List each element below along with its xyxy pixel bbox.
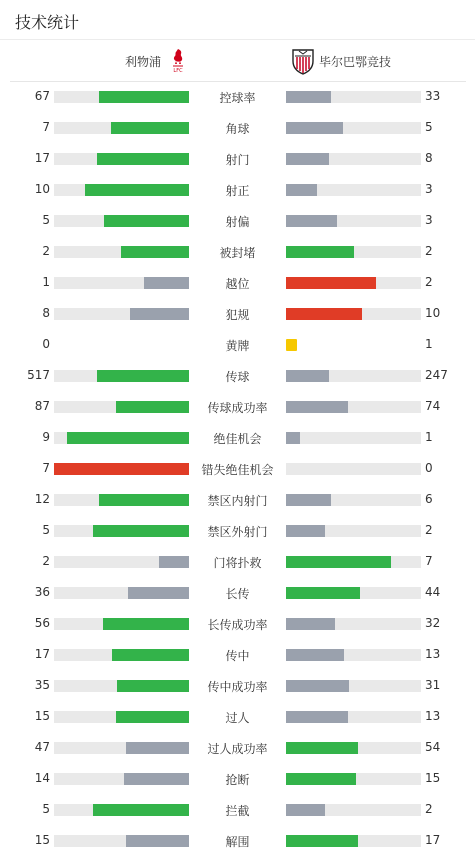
away-stat-bar <box>286 525 421 537</box>
home-stat-bar <box>54 525 189 537</box>
away-stat-bar-fill <box>286 184 317 196</box>
away-stat-bar-fill <box>286 556 391 568</box>
away-stat-value: 6 <box>425 492 433 506</box>
home-stat-bar <box>54 680 189 692</box>
home-stat-bar <box>54 742 189 754</box>
away-stat-value: 2 <box>425 275 433 289</box>
home-stat-value: 15 <box>34 709 50 723</box>
section-title: 技术统计 <box>15 13 80 32</box>
away-stat-bar-fill <box>286 401 348 413</box>
svg-text:LFC: LFC <box>173 68 183 74</box>
away-stat-bar-fill <box>286 711 348 723</box>
home-stat-bar-fill <box>97 370 189 382</box>
home-stat-bar-fill <box>117 680 189 692</box>
away-stat-bar-fill <box>286 277 376 289</box>
home-stat-value: 14 <box>34 771 50 785</box>
away-stat-bar-fill <box>286 773 356 785</box>
stat-label: 角球 <box>225 122 250 136</box>
home-stat-bar-fill <box>93 804 189 816</box>
stat-row <box>0 429 475 449</box>
home-team-name: 利物浦 <box>125 55 162 69</box>
home-stat-bar <box>54 153 189 165</box>
stat-row <box>0 832 475 852</box>
away-stat-bar-fill <box>286 804 325 816</box>
home-stat-bar <box>54 711 189 723</box>
home-stat-value: 56 <box>34 616 50 630</box>
away-stat-bar <box>286 804 421 816</box>
away-stat-bar <box>286 277 421 289</box>
away-stat-bar <box>286 680 421 692</box>
away-stat-bar <box>286 711 421 723</box>
stat-row <box>0 274 475 294</box>
stat-row <box>0 212 475 232</box>
stat-label: 射门 <box>225 153 250 167</box>
away-stat-value: 54 <box>425 740 441 754</box>
home-stat-value: 0 <box>42 337 50 351</box>
stat-label: 抢断 <box>225 773 250 787</box>
home-stat-value: 36 <box>34 585 50 599</box>
home-stat-bar <box>54 339 189 351</box>
home-stat-bar-fill <box>85 184 189 196</box>
away-stat-bar <box>286 618 421 630</box>
away-stat-bar-fill <box>286 308 362 320</box>
away-stat-bar <box>286 556 421 568</box>
home-stat-value: 10 <box>34 182 50 196</box>
away-stat-bar-fill <box>286 91 331 103</box>
home-stat-bar-fill <box>112 649 189 661</box>
away-stat-value: 2 <box>425 244 433 258</box>
home-stat-bar-fill <box>111 122 189 134</box>
stat-row <box>0 243 475 263</box>
away-stat-value: 17 <box>425 833 441 847</box>
stat-label: 犯规 <box>225 308 250 322</box>
home-stat-bar <box>54 618 189 630</box>
away-stat-value: 31 <box>425 678 441 692</box>
home-stat-bar-fill <box>126 835 189 847</box>
away-stat-bar <box>286 339 421 351</box>
away-stat-value: 0 <box>425 461 433 475</box>
away-stat-value: 7 <box>425 554 433 568</box>
home-stat-value: 47 <box>34 740 50 754</box>
away-stat-value: 15 <box>425 771 441 785</box>
away-stat-value: 5 <box>425 120 433 134</box>
stat-label: 门将扑救 <box>213 556 262 570</box>
home-stat-value: 8 <box>42 306 50 320</box>
home-stat-bar <box>54 494 189 506</box>
home-stat-value: 5 <box>42 523 50 537</box>
stat-row <box>0 336 475 356</box>
home-stat-bar-fill <box>128 587 189 599</box>
home-stat-bar <box>54 773 189 785</box>
stat-row <box>0 181 475 201</box>
away-stat-bar <box>286 587 421 599</box>
home-stat-bar-fill <box>130 308 189 320</box>
home-stat-value: 15 <box>34 833 50 847</box>
home-stat-value: 67 <box>34 89 50 103</box>
away-stat-value: 2 <box>425 523 433 537</box>
home-stat-bar-fill <box>104 215 189 227</box>
stat-row <box>0 584 475 604</box>
away-stat-value: 13 <box>425 709 441 723</box>
home-stat-value: 17 <box>34 151 50 165</box>
home-stat-value: 7 <box>42 120 50 134</box>
away-stat-bar <box>286 91 421 103</box>
stat-label: 拦截 <box>225 804 250 818</box>
away-stat-value: 33 <box>425 89 441 103</box>
away-stat-bar <box>286 835 421 847</box>
home-stat-value: 517 <box>27 368 50 382</box>
stat-label: 传中成功率 <box>207 680 268 694</box>
away-stat-bar-fill <box>286 649 344 661</box>
stat-label: 黄牌 <box>225 339 250 353</box>
home-stat-bar <box>54 401 189 413</box>
home-stat-bar <box>54 556 189 568</box>
stat-label: 传球成功率 <box>207 401 268 415</box>
home-stat-bar <box>54 370 189 382</box>
away-stat-bar-fill <box>286 587 360 599</box>
stat-row <box>0 150 475 170</box>
away-stat-value: 1 <box>425 430 433 444</box>
away-stat-value: 8 <box>425 151 433 165</box>
away-stat-bar-fill <box>286 122 343 134</box>
away-stat-bar-fill <box>286 618 335 630</box>
home-stat-bar <box>54 215 189 227</box>
away-stat-bar <box>286 122 421 134</box>
stat-label: 过人成功率 <box>207 742 268 756</box>
stat-row <box>0 770 475 790</box>
away-team-name: 毕尔巴鄂竞技 <box>319 55 392 69</box>
home-stat-bar <box>54 246 189 258</box>
home-stat-bar-fill <box>93 525 189 537</box>
home-stat-value: 7 <box>42 461 50 475</box>
home-stat-bar-fill <box>116 401 189 413</box>
away-stat-bar <box>286 773 421 785</box>
away-stat-bar-fill <box>286 370 329 382</box>
away-stat-value: 1 <box>425 337 433 351</box>
stat-row <box>0 460 475 480</box>
home-stat-bar <box>54 463 189 475</box>
away-stat-value: 74 <box>425 399 441 413</box>
stat-label: 绝佳机会 <box>213 432 262 446</box>
stat-label: 解围 <box>225 835 250 849</box>
away-stat-bar-fill <box>286 742 358 754</box>
stat-row <box>0 88 475 108</box>
home-stat-bar-fill <box>126 742 189 754</box>
home-stat-bar-fill <box>99 494 189 506</box>
stat-label: 错失绝佳机会 <box>201 463 274 477</box>
away-stat-bar <box>286 401 421 413</box>
away-stat-bar-fill <box>286 494 331 506</box>
stat-row <box>0 522 475 542</box>
stat-label: 禁区外射门 <box>207 525 268 539</box>
home-stat-value: 12 <box>34 492 50 506</box>
home-stat-bar <box>54 308 189 320</box>
away-stat-bar <box>286 215 421 227</box>
home-stat-bar <box>54 91 189 103</box>
away-stat-bar-fill <box>286 432 300 444</box>
stat-label: 控球率 <box>219 91 256 105</box>
away-stat-bar <box>286 184 421 196</box>
yellow-card-icon <box>286 339 297 351</box>
home-stat-bar <box>54 835 189 847</box>
home-stat-value: 2 <box>42 244 50 258</box>
home-stat-bar <box>54 587 189 599</box>
away-stat-bar <box>286 742 421 754</box>
stat-row <box>0 367 475 387</box>
away-stat-value: 3 <box>425 213 433 227</box>
home-stat-bar <box>54 804 189 816</box>
away-stat-bar <box>286 463 421 475</box>
stat-label: 长传 <box>225 587 250 601</box>
home-stat-value: 1 <box>42 275 50 289</box>
home-stat-value: 35 <box>34 678 50 692</box>
away-stat-bar-fill <box>286 525 325 537</box>
away-stat-value: 2 <box>425 802 433 816</box>
stat-row <box>0 119 475 139</box>
away-stat-bar <box>286 153 421 165</box>
away-stat-bar <box>286 246 421 258</box>
away-stat-bar-fill <box>286 246 354 258</box>
home-stat-bar-fill <box>121 246 189 258</box>
away-stat-bar-fill <box>286 153 329 165</box>
away-stat-value: 10 <box>425 306 441 320</box>
home-stat-value: 5 <box>42 802 50 816</box>
home-stat-value: 87 <box>34 399 50 413</box>
away-stat-bar-fill <box>286 215 337 227</box>
stat-row <box>0 615 475 635</box>
home-stat-bar-fill <box>159 556 189 568</box>
home-stat-bar-fill <box>124 773 189 785</box>
stat-row <box>0 553 475 573</box>
home-stat-bar-fill <box>67 432 189 444</box>
home-stat-value: 9 <box>42 430 50 444</box>
away-stat-value: 44 <box>425 585 441 599</box>
home-stat-bar <box>54 122 189 134</box>
away-stat-value: 13 <box>425 647 441 661</box>
away-stat-bar <box>286 370 421 382</box>
stat-row <box>0 646 475 666</box>
home-stat-bar-fill <box>103 618 189 630</box>
home-stat-bar-fill <box>54 463 189 475</box>
stat-label: 传中 <box>225 649 250 663</box>
home-stat-bar-fill <box>116 711 189 723</box>
away-stat-bar <box>286 494 421 506</box>
home-stat-bar-fill <box>144 277 189 289</box>
stat-label: 传球 <box>225 370 250 384</box>
away-stat-bar <box>286 649 421 661</box>
away-stat-bar <box>286 308 421 320</box>
stat-row <box>0 491 475 511</box>
stat-row <box>0 708 475 728</box>
stat-label: 射正 <box>225 184 250 198</box>
away-stat-bar <box>286 432 421 444</box>
stat-row <box>0 398 475 418</box>
stat-row <box>0 739 475 759</box>
stat-label: 被封堵 <box>219 246 256 260</box>
stat-row <box>0 677 475 697</box>
stat-label: 禁区内射门 <box>207 494 268 508</box>
stat-label: 过人 <box>225 711 250 725</box>
stat-label: 射偏 <box>225 215 250 229</box>
away-stat-value: 3 <box>425 182 433 196</box>
stat-row <box>0 305 475 325</box>
home-stat-bar-fill <box>97 153 189 165</box>
home-stat-bar-fill <box>99 91 189 103</box>
home-stat-value: 5 <box>42 213 50 227</box>
home-stat-bar <box>54 432 189 444</box>
stat-label: 越位 <box>225 277 250 291</box>
away-stat-value: 32 <box>425 616 441 630</box>
away-stat-bar-fill <box>286 680 349 692</box>
home-stat-value: 2 <box>42 554 50 568</box>
away-stat-bar-fill <box>286 835 358 847</box>
stat-label: 长传成功率 <box>207 618 268 632</box>
stat-row <box>0 801 475 821</box>
home-stat-value: 17 <box>34 647 50 661</box>
away-stat-value: 247 <box>425 368 448 382</box>
home-stat-bar <box>54 649 189 661</box>
home-stat-bar <box>54 184 189 196</box>
home-stat-bar <box>54 277 189 289</box>
